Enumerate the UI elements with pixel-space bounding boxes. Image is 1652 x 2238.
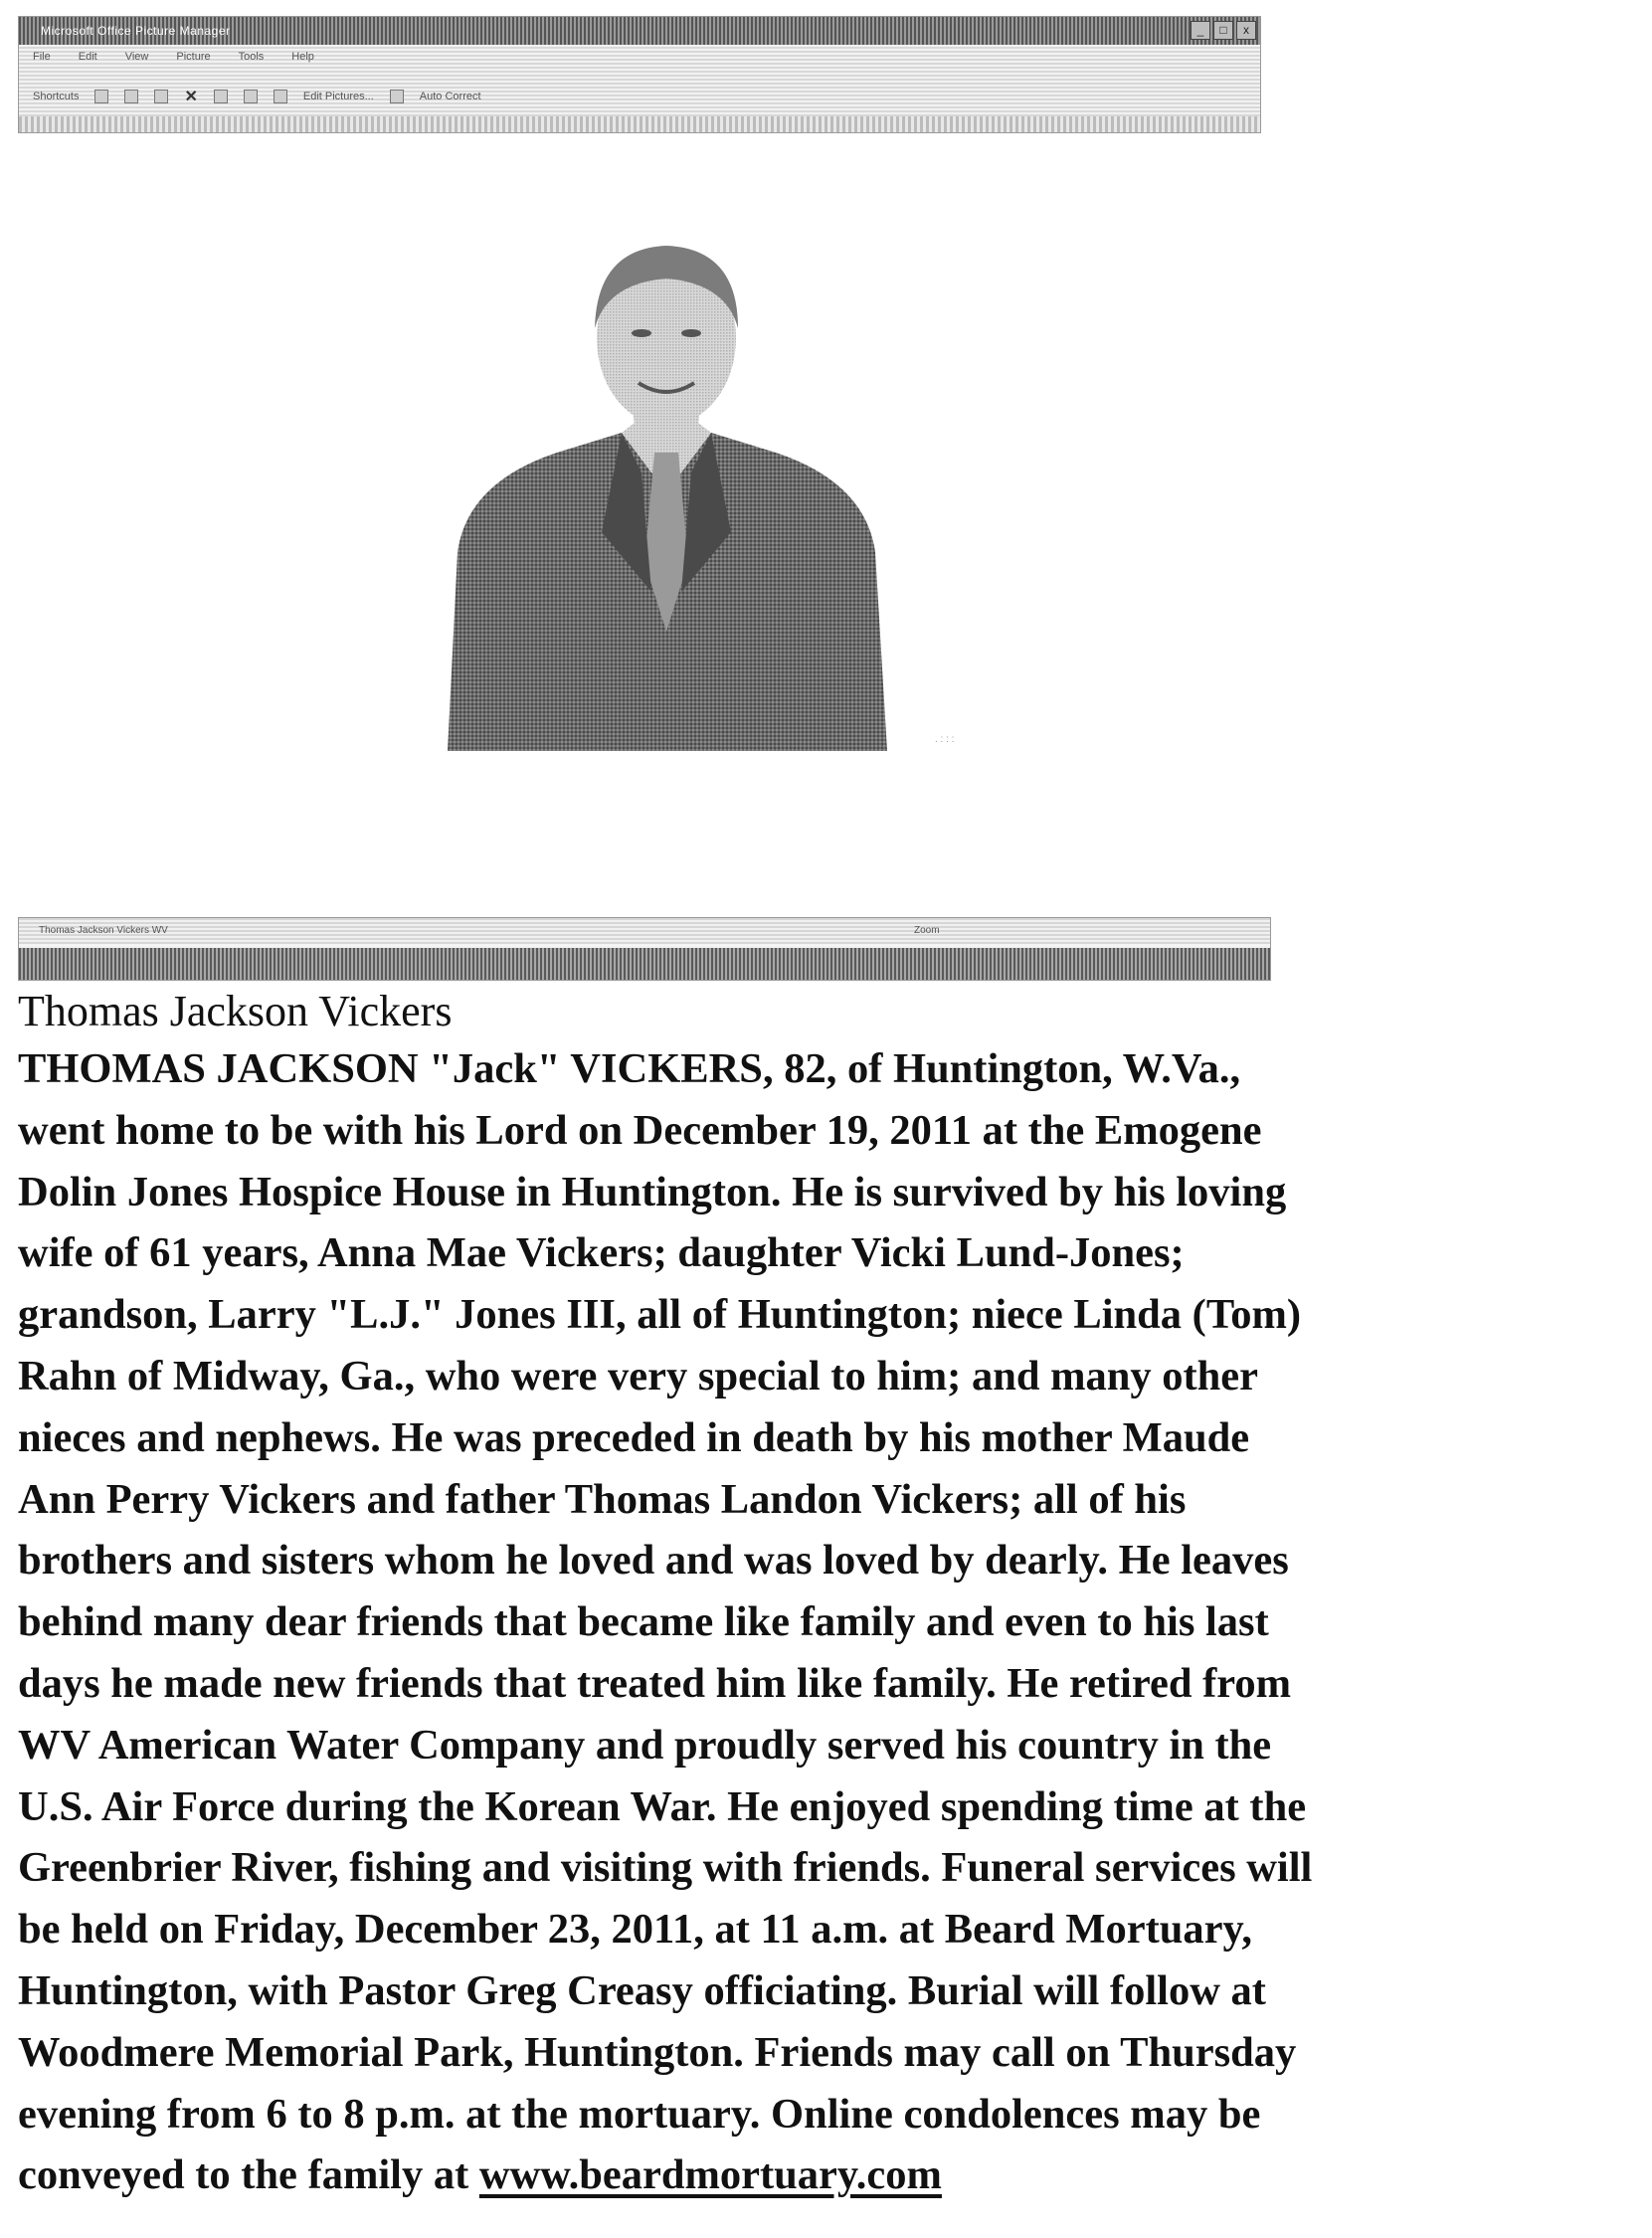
toolbar <box>33 87 481 106</box>
menu-file[interactable]: File <box>33 51 51 63</box>
print-icon[interactable] <box>124 90 138 103</box>
text-line: grandson, Larry "L.J." Jones III, all of Huntington; niece Linda (Tom) <box>18 1291 1302 1339</box>
menu-bar <box>33 51 314 63</box>
photo-watermark: . : : : <box>935 734 955 745</box>
edit-pictures-icon[interactable] <box>274 90 287 103</box>
text-line: WV American Water Company and proudly served his country in the <box>18 1721 1272 1769</box>
copy-icon[interactable] <box>154 90 168 103</box>
status-bar <box>19 918 1270 944</box>
edit-pictures-button[interactable]: Edit Pictures... <box>302 91 374 102</box>
text-line: U.S. Air Force during the Korean War. He enjoyed spending time at the <box>18 1782 1307 1830</box>
toolbar-divider <box>19 116 1260 132</box>
text-line: THOMAS JACKSON "Jack" VICKERS, 82, of Huntington, W.Va., <box>18 1045 1241 1092</box>
save-icon[interactable] <box>94 90 108 103</box>
text-line: Greenbrier River, fishing and visiting with friends. Funeral services will <box>18 1844 1313 1892</box>
text-line: evening from 6 to 8 p.m. at the mortuary. Online condolences may be <box>18 2090 1261 2138</box>
right-eye-shape <box>681 329 701 337</box>
window-controls <box>1191 21 1256 40</box>
left-eye-shape <box>632 329 651 337</box>
menu-view[interactable]: View <box>124 51 149 63</box>
text-line: days he made new friends that treated him like family. He retired from <box>18 1659 1291 1707</box>
mortuary-website-link[interactable]: www.beardmortuary.com <box>478 2151 942 2199</box>
portrait-photo <box>428 234 905 751</box>
text-line: be held on Friday, December 23, 2011, at 11 a.m. at Beard Mortuary, <box>18 1906 1253 1954</box>
obituary-heading: Thomas Jackson Vickers <box>18 987 453 1035</box>
minimize-button[interactable]: _ <box>1191 21 1210 40</box>
text-line-last <box>18 2145 1639 2206</box>
text-line: Dolin Jones Hospice House in Huntington. He is survived by his loving <box>18 1168 1287 1215</box>
close-button[interactable]: x <box>1236 21 1256 40</box>
menu-tools[interactable]: Tools <box>238 51 265 63</box>
text-line: Rahn of Midway, Ga., who were very special to him; and many other <box>18 1352 1259 1399</box>
text-line: wife of 61 years, Anna Mae Vickers; daughter Vicki Lund-Jones; <box>18 1229 1185 1277</box>
taskbar <box>19 948 1270 980</box>
last-line-prefix: conveyed to the family at <box>18 2151 479 2199</box>
text-line: Huntington, with Pastor Greg Creasy officiating. Burial will follow at <box>18 1966 1266 2014</box>
shortcuts-button[interactable]: Shortcuts <box>33 91 80 102</box>
delete-icon[interactable]: ✕ <box>184 89 198 105</box>
text-line: Woodmere Memorial Park, Huntington. Friends may call on Thursday <box>18 2028 1297 2076</box>
obituary-body <box>18 1038 1639 2206</box>
text-line: behind many dear friends that became like family and even to his last <box>18 1598 1269 1646</box>
auto-correct-icon[interactable] <box>390 90 404 103</box>
title-bar <box>19 17 1260 45</box>
picture-viewer-window <box>18 16 1261 133</box>
rotate-right-icon[interactable] <box>244 90 258 103</box>
menu-edit[interactable]: Edit <box>78 51 97 63</box>
text-line: went home to be with his Lord on December 19, 2011 at the Emogene <box>18 1106 1262 1154</box>
text-line: nieces and nephews. He was preceded in death by his mother Maude <box>18 1413 1250 1461</box>
text-line: Ann Perry Vickers and father Thomas Landon Vickers; all of his <box>18 1475 1187 1523</box>
maximize-button[interactable]: □ <box>1213 21 1233 40</box>
text-line: brothers and sisters whom he loved and was loved by dearly. He leaves <box>18 1537 1289 1585</box>
rotate-left-icon[interactable] <box>214 90 228 103</box>
obituary-article <box>18 985 1639 2206</box>
status-zoom[interactable]: Zoom <box>914 925 940 936</box>
window-footer <box>18 917 1271 981</box>
menu-picture[interactable]: Picture <box>176 51 211 63</box>
window-title: Microsoft Office Picture Manager <box>41 24 231 38</box>
status-filename: Thomas Jackson Vickers WV <box>39 925 168 936</box>
auto-correct-button[interactable]: Auto Correct <box>419 91 481 102</box>
menu-help[interactable]: Help <box>291 51 314 63</box>
